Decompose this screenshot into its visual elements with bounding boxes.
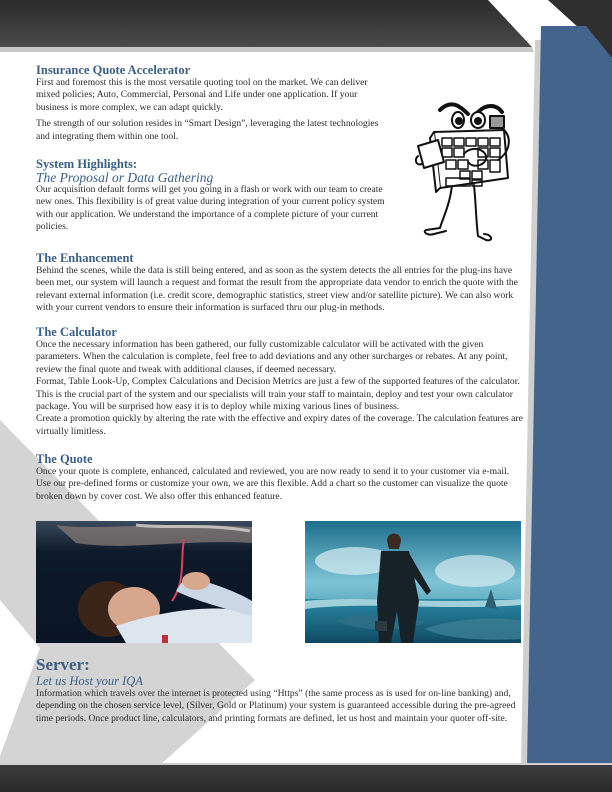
paragraph: Format, Table Look-Up, Complex Calculations and Decision Metrics are just a few of the supported features of the calculator. This is the crucial part of the system and our specialists will train your staff to maintain, deploy and test your own calculator package. You will be surprised how easy it is to deploy while mixing various lines of business. (36, 376, 520, 413)
section-subtitle: Let us Host your IQA (36, 674, 143, 688)
calculator-mascot-illustration (412, 90, 522, 250)
section-title: The Quote (36, 452, 93, 466)
paragraph: First and foremost this is the most versatile quoting tool on the market. We can deliver mixed policies; Auto, Commercial, Personal and Life under one application. If your business is more complex, we can adapt quickly. (36, 77, 368, 113)
section-enhancement (36, 251, 526, 315)
paragraph: Behind the scenes, while the data is still being entered, and as soon as the system detects the all entries for the plug-ins have been met, our system will launch a request and format the result from the appropriate data vendor to enrich the quote with the relevant external information (i.e. credit score, demographic statistics, street view and/or satellite picture). We can also work with your current vendors to ensure their information is surfaced thru our plug-in methods. (36, 265, 518, 314)
section-title: System Highlights: (36, 157, 138, 171)
paragraph: Our acquisition default forms will get you going in a flash or work with our team to create new ones. This flexibility is of great value during integration of your current policy system with our application. We understand the importance of a complete picture of your current policies. (36, 184, 385, 233)
section-title: The Calculator (36, 325, 117, 339)
section-title: Server: (36, 655, 90, 674)
section-quote (36, 452, 526, 503)
paragraph: Information which travels over the internet is protected using “Https” (the same process as is used for on-line banking) and, depending on the chosen service level, (Silver, Gold or Platinum) your system is guaranteed accessible during the pre-agreed time periods. Once product line, calculators, and printing formats are defined, let us host and maintain your quoter off-site. (36, 688, 516, 724)
section-title: The Enhancement (36, 251, 134, 265)
photo-underwater-man (36, 521, 252, 643)
paragraph: The strength of our solution resides in “Smart Design”, leveraging the latest technologies and integrating them within one tool. (36, 118, 379, 142)
paragraph: Once the necessary information has been gathered, our fully customizable calculator will be activated with the given parameters. When the calculation is complete, feel free to add deviations and any other surcharges or rebates. At any point, review the final quote and tweak with additional clauses, if deemed necessary. (36, 339, 508, 375)
photo-businessman-sharks (305, 521, 521, 643)
section-server (36, 656, 526, 725)
paragraph: Once your quote is complete, enhanced, calculated and reviewed, you are now ready to send it to your customer via e-mail. Use our pre-defined forms or customize your own, we are this flexible. Add a chart so the customer can visualize the quote broken down by cover cost. We also offer this enhanced feature. (36, 466, 510, 502)
section-iqa (36, 63, 386, 143)
section-system-highlights (36, 157, 386, 234)
section-subtitle: The Proposal or Data Gathering (36, 170, 214, 185)
section-calculator (36, 325, 526, 438)
section-title: Insurance Quote Accelerator (36, 63, 191, 77)
paragraph: Create a promotion quickly by altering the rate with the effective and expiry dates of the coverage. The calculation features are virtually limitless. (36, 413, 523, 437)
